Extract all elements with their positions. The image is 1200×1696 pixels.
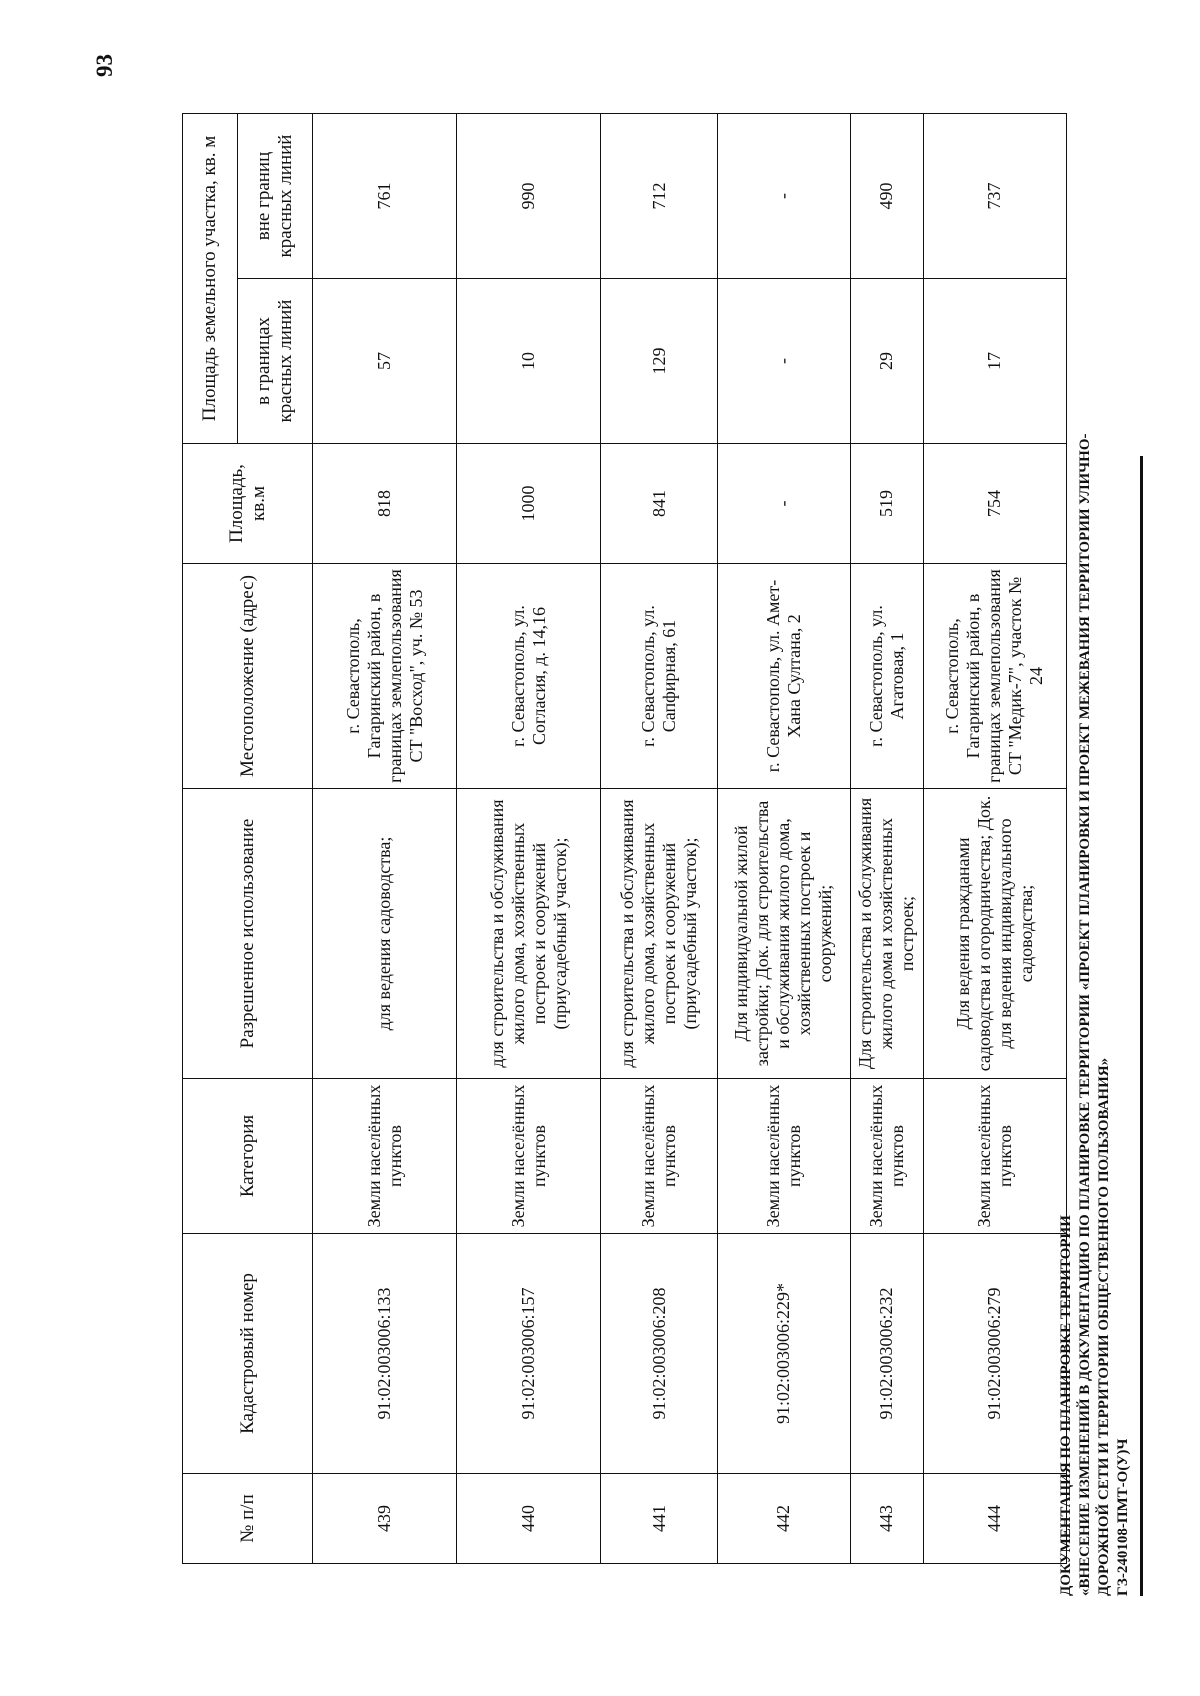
header-code: ГЗ-240108-ПМТ-О(У)Ч (1115, 1438, 1131, 1596)
header-line-2: «ВНЕСЕНИЕ ИЗМЕНЕНИЙ В ДОКУМЕНТАЦИЮ ПО ПЛАНИРОВКЕ ТЕРРИТОРИИ «ПРОЕКТ ПЛАНИРОВКИ И ПРОЕКТ МЕЖЕВАНИЯ ТЕРРИТОРИИ УЛИЧНО- (1077, 433, 1093, 1596)
cell-area: 519 (850, 444, 923, 564)
table-row (718, 114, 851, 1564)
cell-cadastral: 91:02:003006:232 (850, 1234, 923, 1474)
cell-usage: Для индивидуальной жилой застройки; Док. для строительства и обслуживания жилого дома, хозяйственных построек и сооружений; (718, 789, 851, 1079)
header-num: № п/п (183, 1474, 313, 1564)
cell-within-red: 17 (923, 279, 1066, 444)
cell-area: 1000 (457, 444, 601, 564)
header-usage: Разрешенное использование (183, 789, 313, 1079)
cell-usage: для строительства и обслуживания жилого дома, хозяйственных построек и сооружений (приусадебный участок); (457, 789, 601, 1079)
table-row (313, 114, 457, 1564)
header-within-red-lines: в границах красных линий (238, 279, 313, 444)
cell-category: Земли населённых пунктов (457, 1079, 601, 1234)
cell-usage: Для строительства и обслуживания жилого дома и хозяйственных построек; (850, 789, 923, 1079)
cell-within-red: - (718, 279, 851, 444)
cell-cadastral: 91:02:003006:157 (457, 1234, 601, 1474)
cell-within-red: 129 (601, 279, 718, 444)
cell-usage: для строительства и обслуживания жилого дома, хозяйственных построек и сооружений (приусадебный участок); (601, 789, 718, 1079)
table-row (923, 114, 1066, 1564)
header-line-1: ДОКУМЕНТАЦИЯ ПО ПЛАНИРОВКЕ ТЕРРИТОРИИ (1058, 1215, 1074, 1596)
cell-outside-red: - (718, 114, 851, 279)
cell-location: г. Севастополь, ул. Сапфирная, 61 (601, 564, 718, 789)
table-row (601, 114, 718, 1564)
cell-num: 440 (457, 1474, 601, 1564)
cell-location: г. Севастополь, ул. Амет-Хана Султана, 2 (718, 564, 851, 789)
cell-cadastral: 91:02:003006:208 (601, 1234, 718, 1474)
cell-num: 443 (850, 1474, 923, 1564)
cell-outside-red: 737 (923, 114, 1066, 279)
cell-area: - (718, 444, 851, 564)
header-outside-red-lines: вне границ красных линий (238, 114, 313, 279)
header-line-3: ДОРОЖНОЙ СЕТИ И ТЕРРИТОРИИ ОБЩЕСТВЕННОГО ПОЛЬЗОВАНИЯ» (1096, 1057, 1112, 1596)
cell-outside-red: 761 (313, 114, 457, 279)
header-cadastral: Кадастровый номер (183, 1234, 313, 1474)
cell-outside-red: 990 (457, 114, 601, 279)
cell-category: Земли населённых пунктов (601, 1079, 718, 1234)
cell-category: Земли населённых пунктов (923, 1079, 1066, 1234)
cell-usage: для ведения садоводства; (313, 789, 457, 1079)
cell-num: 441 (601, 1474, 718, 1564)
header-category: Категория (183, 1079, 313, 1234)
cell-num: 442 (718, 1474, 851, 1564)
cell-area: 754 (923, 444, 1066, 564)
cell-location: г. Севастополь, Гагаринский район, в границах землепользования СТ "Медик-7", участок № 24 (923, 564, 1066, 789)
header-location: Местоположение (адрес) (183, 564, 313, 789)
cell-location: г. Севастополь, ул. Агатовая, 1 (850, 564, 923, 789)
cell-usage: Для ведения гражданами садоводства и огородничества; Док. для ведения индивидуального садоводства; (923, 789, 1066, 1079)
cell-within-red: 29 (850, 279, 923, 444)
cell-within-red: 10 (457, 279, 601, 444)
cell-category: Земли населённых пунктов (313, 1079, 457, 1234)
cell-category: Земли населённых пунктов (850, 1079, 923, 1234)
header-area: Площадь, кв.м (183, 444, 313, 564)
document-header (1057, 433, 1133, 1596)
cell-area: 841 (601, 444, 718, 564)
table-row (850, 114, 923, 1564)
header-land-area-group: Площадь земельного участка, кв. м (183, 114, 238, 444)
cell-outside-red: 712 (601, 114, 718, 279)
page-number: 93 (92, 54, 117, 77)
cell-area: 818 (313, 444, 457, 564)
cell-cadastral: 91:02:003006:229* (718, 1234, 851, 1474)
table-row (457, 114, 601, 1564)
header-rule (1140, 456, 1143, 1596)
cell-location: г. Севастополь, Гагаринский район, в границах землепользования СТ "Восход", уч. № 53 (313, 564, 457, 789)
cell-num: 444 (923, 1474, 1066, 1564)
land-plots-table (182, 113, 1067, 1564)
cell-within-red: 57 (313, 279, 457, 444)
cell-outside-red: 490 (850, 114, 923, 279)
cell-cadastral: 91:02:003006:133 (313, 1234, 457, 1474)
cell-num: 439 (313, 1474, 457, 1564)
cell-cadastral: 91:02:003006:279 (923, 1234, 1066, 1474)
cell-category: Земли населённых пунктов (718, 1079, 851, 1234)
cell-location: г. Севастополь, ул. Согласия, д. 14,16 (457, 564, 601, 789)
